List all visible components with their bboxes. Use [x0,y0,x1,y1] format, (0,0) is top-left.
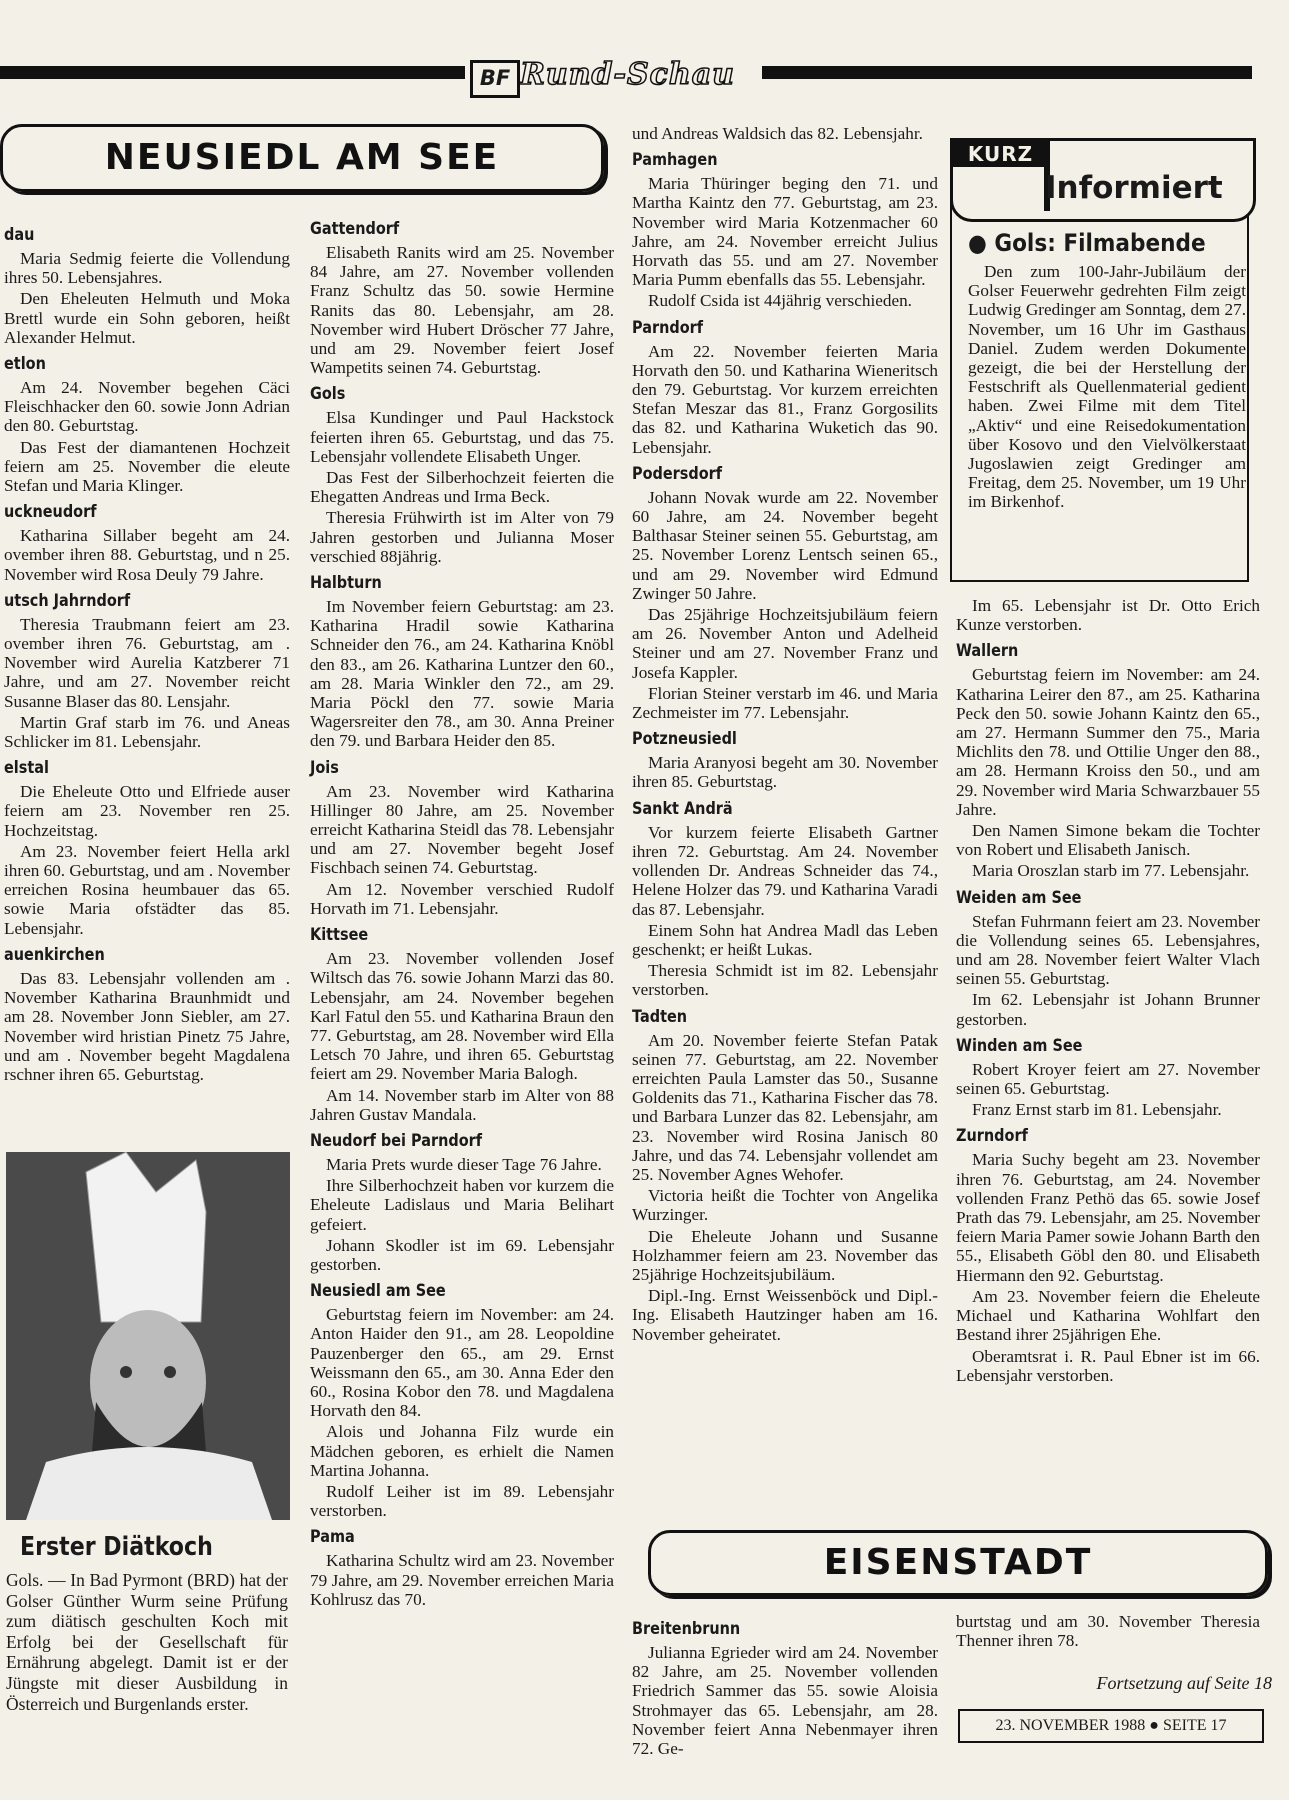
section-paragraph: Theresia Traubmann feiert am 23. ovember ihren 76. Geburtstag, am . November wird Aurelia Katzberer 71 Jahre, und am 27. November reicht Susanne Blaser das 80. Lensjahr. [4,614,290,711]
section-paragraph: Das Fest der diamantenen Hochzeit feiern am 25. November die eleute Stefan und Maria Klinger. [4,437,290,496]
section-paragraph: Am 23. November vollenden Josef Wiltsch das 76. sowie Johann Marzi das 80. Lebensjahr, am 24. November begehen Karl Fatul den 55. und Katharina Braun den 77. Geburtstag, am 28. November wird Ella Letsch 70 Jahre, und ihren 65. Geburtstag feiert am 29. November Maria Balogh. [310,949,614,1084]
section-paragraph: Im 62. Lebensjahr ist Johann Brunner gestorben. [956,990,1260,1029]
section-paragraph: Den Namen Simone bekam die Tochter von Robert und Elisabeth Janisch. [956,821,1260,860]
section-heading: Neudorf bei Parndorf [310,1130,483,1151]
section-paragraph: Das Fest der Silberhochzeit feierten die Ehegatten Andreas und Irma Beck. [310,468,614,507]
section-heading: Pama [310,1527,355,1548]
section-heading: etlon [4,354,46,375]
section-paragraph: Die Eheleute Johann und Susanne Holzhammer feiern am 23. November das 25jährige Hochzeitsjubiläum. [632,1226,938,1284]
section-heading: Zurndorf [956,1126,1028,1147]
photo-caption: Erster Diätkoch [20,1532,213,1562]
section-heading: Weiden am See [956,887,1082,908]
bf-logo: BF [470,60,520,98]
section-paragraph: Am 12. November verschied Rudolf Horvath im 71. Lebensjahr. [310,879,614,918]
section-paragraph: Elisabeth Ranits wird am 25. November 84 Jahre, am 27. November vollenden Franz Schultz das 50. sowie Hermine Ranits das 80. Lebensjahr, am 28. November wird Hubert Dröscher 77 Jahre, und am 29. November feiert Josef Wampetits seinen 74. Geburtstag. [310,243,614,378]
column-3 [632,124,938,1346]
kurz-article-text: Den zum 100-Jahr-Jubiläum der Golser Feuerwehr gedrehten Film zeigt Ludwig Gredinger am Sonntag, dem 27. November, um 16 Uhr im Gasthaus Daniel. Zudem werden Dokumente gezeigt, die bei der Herstellung der Festschrift als Quellenmaterial gedient haben. Zwei Filme mit dem Titel „Aktiv“ und eine Reisedokumentation über Kosovo und den Vielvölkerstaat Jugoslawien zeigt Gredinger am Freitag, dem 25. November, um 19 Uhr im Birkenhof. [968,262,1246,512]
section-paragraph: Rudolf Leiher ist im 89. Lebensjahr verstorben. [310,1481,614,1521]
section-paragraph: Am 20. November feierte Stefan Patak seinen 77. Geburtstag, am 22. November erreichten Paula Lamster das 50., Susanne Goldenits das 71., Katharina Fischer das 78. und Barbara Lunzer das 82. Lebensjahr, am 23. November wird Rosina Janisch 80 Jahre, und das 74. Lebensjahr vollendet am 25. November Agnes Wehofer. [632,1030,938,1184]
section-paragraph: Florian Steiner verstarb im 46. und Maria Zechmeister im 77. Lebensjahr. [632,683,938,723]
section-heading: Pamhagen [632,150,718,171]
section-heading: Parndorf [632,317,704,338]
column-4 [956,596,1260,1387]
section-heading: Podersdorf [632,463,723,484]
section-paragraph: Elsa Kundinger und Paul Hackstock feierten ihren 65. Geburtstag, und das 75. Lebensjahr vollendete Elisabeth Unger. [310,408,614,466]
section-paragraph: Geburtstag feiern im November: am 24. Anton Haider den 91., am 28. Leopoldine Pauzenberger den 65., am 29. Ernst Weissmann den 65., am 30. Anna Eder den 60., Rosina Kobor den 78. und Magdalena Horvath den 84. [310,1305,614,1421]
kurz-headline: ● Gols: Filmabende [968,229,1206,257]
section-paragraph: Maria Oroszlan starb im 77. Lebensjahr. [972,861,1250,881]
section-paragraph: Vor kurzem feierte Elisabeth Gartner ihren 72. Geburtstag. Am 24. November vollenden Dr. Andreas Schneider das 74., Helene Holzer das 79. und Katharina Varadi das 87. Lebensjahr. [632,822,938,919]
section-paragraph: Martin Graf starb im 76. und Aneas Schlicker im 81. Lebensjahr. [4,712,290,752]
masthead-rule-right [762,66,1252,79]
section-paragraph: Maria Sedmig feierte die Vollendung ihres 50. Lebensjahres. [4,249,290,288]
chef-illustration [6,1152,290,1520]
photo-article [6,1570,288,1714]
section-paragraph: Die Eheleute Otto und Elfriede auser feiern am 23. November ren 25. Hochzeitstag. [4,782,290,840]
section-paragraph: Katharina Sillaber begeht am 24. ovember ihren 88. Geburtstag, und n 25. November wird Rosa Deuly 79 Jahre. [4,526,290,584]
section-text-continued: burtstag und am 30. November Theresia Thenner ihren 78. [956,1612,1260,1651]
section-paragraph: Franz Ernst starb im 81. Lebensjahr. [972,1100,1222,1120]
section-heading: Breitenbrunn [632,1619,741,1639]
section-heading: Winden am See [956,1035,1083,1056]
section-heading: Tadten [632,1006,688,1027]
section-heading: elstal [4,758,49,779]
chef-photo [6,1152,290,1520]
masthead-rule-left [0,66,465,79]
section-heading: Wallern [956,641,1019,662]
section-paragraph: Ihre Silberhochzeit haben vor kurzem die Eheleute Ladislaus und Maria Belihart gefeiert. [310,1176,614,1234]
section-paragraph: Am 23. November wird Katharina Hillinger 80 Jahre, am 25. November erreicht Katharina Steidl das 78. Lebensjahr und am 27. November begeht Josef Fischbach seinen 74. Geburtstag. [310,781,614,878]
eisenstadt-column-1 [632,1612,938,1760]
eisenstadt-column-2 [956,1612,1260,1652]
section-paragraph: Das 83. Lebensjahr vollenden am . November Katharina Braunhmidt und am 28. November Jonn Siebler, am 27. November wird hristian Pinetz 75 Jahre, und am . November begeht Magdalena rschner ihren 65. Geburtstag. [4,968,290,1084]
section-title: Rund-Schau [520,57,735,92]
column-4-lead: Im 65. Lebensjahr ist Dr. Otto Erich Kunze verstorben. [956,596,1260,635]
section-text: Julianna Egrieder wird am 24. November 82 Jahre, am 25. November vollenden Friedrich Sammer das 55. sowie Aloisia Strohmayer das 65. Lebensjahr, am 28. November feiert Anna Nebenmayer ihren 72. Ge- [632,1643,938,1759]
section-paragraph: Einem Sohn hat Andrea Madl das Leben geschenkt; er heißt Lukas. [632,920,938,959]
region-title-neusiedl: NEUSIEDL AM SEE [0,124,604,192]
column-1 [4,218,290,1086]
section-paragraph: Am 23. November feiert Hella arkl ihren 60. Geburtstag, und am . November erreichen Rosina heumbauer das 65. sowie Maria ofstädter das 85. Lebensjahr. [4,841,290,938]
kurz-title: Informiert [1045,170,1223,206]
section-paragraph: Am 23. November feiern die Eheleute Michael und Katharina Wohlfart den Bestand ihrer 25jährigen Ehe. [956,1286,1260,1345]
section-heading: Potzneusiedl [632,729,737,750]
section-paragraph: Katharina Schultz wird am 23. November 79 Jahre, am 29. November erreichen Maria Kohlrusz das 70. [310,1551,614,1609]
section-paragraph: Maria Thüringer beging den 71. und Martha Kaintz den 77. Geburtstag, am 23. November wird Maria Kotzenmacher 60 Jahre, am 24. November erreicht Julius Horvath das 55. und am 27. November Maria Pumm ebenfalls das 55. Lebensjahr. [632,174,938,290]
section-paragraph: Oberamtsrat i. R. Paul Ebner ist im 66. Lebensjahr verstorben. [956,1346,1260,1385]
section-heading: Kittsee [310,925,369,946]
kurz-article [968,262,1246,514]
page-footer: 23. NOVEMBER 1988 ● SEITE 17 [958,1709,1264,1743]
section-heading: Sankt Andrä [632,798,733,819]
section-paragraph: Maria Suchy begeht am 23. November ihren 76. Geburtstag, am 24. November vollenden Franz Pethö das 65. sowie Josef Prath das 79. Lebensjahr, am 25. November feiern Maria Pamer sowie Johann Barth den 55., Elisabeth Göbl den 80. und Elisabeth Hiermann den 92. Geburtstag. [956,1150,1260,1285]
section-paragraph: Rudolf Csida ist 44jährig verschieden. [648,291,912,311]
section-paragraph: Robert Kroyer feiert am 27. November seinen 65. Geburtstag. [956,1059,1260,1099]
photo-article-text: Gols. — In Bad Pyrmont (BRD) hat der Golser Günther Wurm seine Prüfung zum diätisch geschulten Koch mit Erfolg bei der Gesellschaft für Ernährung abgelegt. Damit ist er der Jüngste mit dieser Ausbildung in Österreich und Burgenlands erster. [6,1570,288,1714]
section-paragraph: Den Eheleuten Helmuth und Moka Brettl wurde ein Sohn geboren, heißt Alexander Helmut. [4,289,290,347]
section-heading: utsch Jahrndorf [4,590,131,611]
section-paragraph: Am 22. November feierten Maria Horvath den 50. und Katharina Wieneritsch den 79. Geburtstag. Vor kurzem erreichten Stefan Meszar das 81., Franz Gorgosilits das 82. und Katharina Wuketich das 90. Lebensjahr. [632,341,938,457]
continued-note: Fortsetzung auf Seite 18 [1096,1673,1272,1693]
column-3-lead: und Andreas Waldsich das 82. Lebensjahr. [632,124,923,143]
section-paragraph: Geburtstag feiern im November: am 24. Katharina Leirer den 87., am 25. Katharina Peck den 50. sowie Johann Kaintz den 65., am 27. Hermann Summer den 75., Maria Michlits den 78. und Ottilie Unger den 88., am 28. Hermann Kroiss den 50., und am 29. November wird Maria Schwarzbauer 55 Jahre. [956,665,1260,819]
section-heading: uckneudorf [4,502,97,523]
kurz-label: KURZ [953,141,1048,167]
section-paragraph: Maria Aranyosi begeht am 30. November ihren 85. Geburtstag. [632,753,938,792]
section-heading: dau [4,225,35,245]
section-paragraph: Alois und Johanna Filz wurde ein Mädchen geboren, es erhielt die Namen Martina Johanna. [310,1422,614,1480]
section-paragraph: Das 25jährige Hochzeitsjubiläum feiern am 26. November Anton und Adelheid Steiner und am 27. November Franz und Josefa Kappler. [632,605,938,682]
section-paragraph: Stefan Fuhrmann feiert am 23. November die Vollendung seines 65. Lebensjahres, und am 28. November feiert Walter Vlach seinen 55. Geburtstag. [956,911,1260,989]
section-paragraph: Am 24. November begehen Cäci Fleischhacker den 60. sowie Jonn Adrian den 80. Geburtstag. [4,378,290,436]
section-heading: Neusiedl am See [310,1281,446,1302]
section-heading: Gattendorf [310,219,400,239]
section-paragraph: Johann Novak wurde am 22. November 60 Jahre, am 24. November begeht Balthasar Steiner seinen 55. Geburtstag, am 25. November Lorenz Lentsch seinen 65., und am 29. November wird Edmund Zwinger 50 Jahre. [632,487,938,603]
column-2 [310,212,614,1611]
section-heading: Gols [310,384,346,405]
section-paragraph: Dipl.-Ing. Ernst Weissenböck und Dipl.-Ing. Elisabeth Hautzinger haben am 16. November geheiratet. [632,1286,938,1344]
region-title-eisenstadt: EISENSTADT [648,1530,1268,1596]
section-paragraph: Am 14. November starb im Alter von 88 Jahren Gustav Mandala. [310,1085,614,1124]
section-heading: Halbturn [310,573,382,594]
section-paragraph: Theresia Schmidt ist im 82. Lebensjahr verstorben. [632,961,938,1000]
section-paragraph: Maria Prets wurde dieser Tage 76 Jahre. [326,1154,602,1174]
section-paragraph: Johann Skodler ist im 69. Lebensjahr gestorben. [310,1235,614,1274]
section-paragraph: Im November feiern Geburtstag: am 23. Katharina Hradil sowie Katharina Schneider den 76., am 24. Katharina Knöbl den 83., am 26. Katharina Luntzer den 60., am 28. Maria Winkler den 72., am 29. Maria Pöckl den 77. sowie Maria Wagersreiter den 78., am 30. Anna Preiner den 79. und Barbara Heider den 85. [310,597,614,751]
section-heading: auenkirchen [4,944,105,965]
section-paragraph: Theresia Frühwirth ist im Alter von 79 Jahren gestorben und Julianna Moser verschied 88jährig. [310,508,614,566]
section-heading: Jois [310,757,339,778]
section-paragraph: Victoria heißt die Tochter von Angelika Wurzinger. [632,1186,938,1225]
